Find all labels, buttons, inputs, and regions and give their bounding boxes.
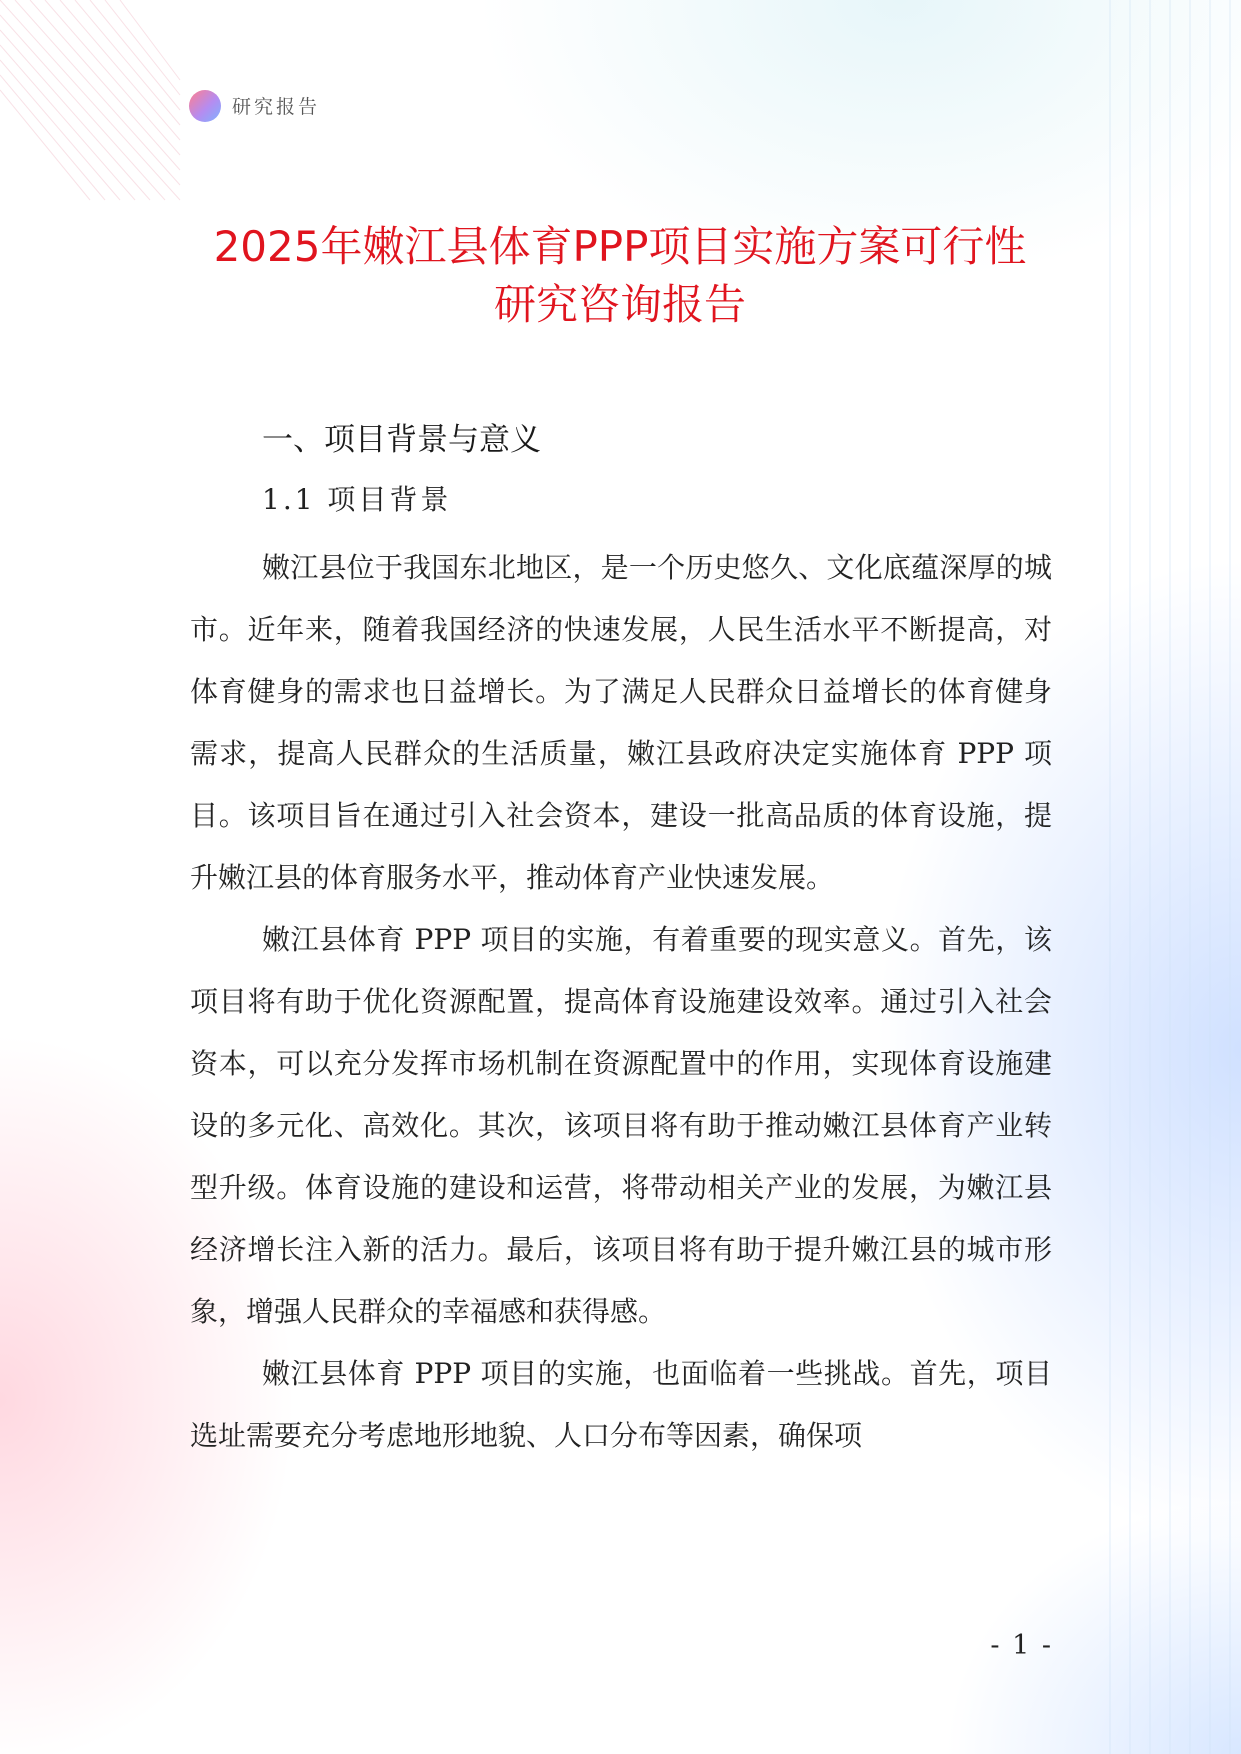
subsection-heading: 1.1 项目背景 xyxy=(262,483,452,516)
section-heading: 一、项目背景与意义 xyxy=(262,422,541,458)
document-title xyxy=(170,218,1070,334)
document-body xyxy=(190,415,1052,1467)
body-paragraph-3: 嫩江县体育 PPP 项目的实施，也面临着一些挑战。首先，项目选址需要充分考虑地形地貌、人口分布等因素，确保项 xyxy=(190,1357,1052,1452)
report-header-label: 研究报告 xyxy=(232,96,321,118)
page-number: - 1 - xyxy=(990,1630,1053,1661)
body-paragraph-2: 嫩江县体育 PPP 项目的实施，有着重要的现实意义。首先，该项目将有助于优化资源配置，提高体育设施建设效率。通过引入社会资本，可以充分发挥市场机制在资源配置中的作用，实现体育设施建设的多元化、高效化。其次，该项目将有助于推动嫩江县体育产业转型升级。体育设施的建设和运营，将带动相关产业的发展，为嫩江县经济增长注入新的活力。最后，该项目将有助于提升嫩江县的城市形象，增强人民群众的幸福感和获得感。 xyxy=(190,923,1052,1328)
report-logo-dot xyxy=(189,90,221,122)
document-title-line-2: 研究咨询报告 xyxy=(493,280,746,329)
document-title-line-1: 2025年嫩江县体育PPP项目实施方案可行性 xyxy=(213,222,1027,271)
body-paragraph-1: 嫩江县位于我国东北地区，是一个历史悠久、文化底蕴深厚的城市。近年来，随着我国经济的快速发展，人民生活水平不断提高，对体育健身的需求也日益增长。为了满足人民群众日益增长的体育健身需求，提高人民群众的生活质量，嫩江县政府决定实施体育 PPP 项目。该项目旨在通过引入社会资本，建设一批高品质的体育设施，提升嫩江县的体育服务水平，推动体育产业快速发展。 xyxy=(190,551,1052,894)
